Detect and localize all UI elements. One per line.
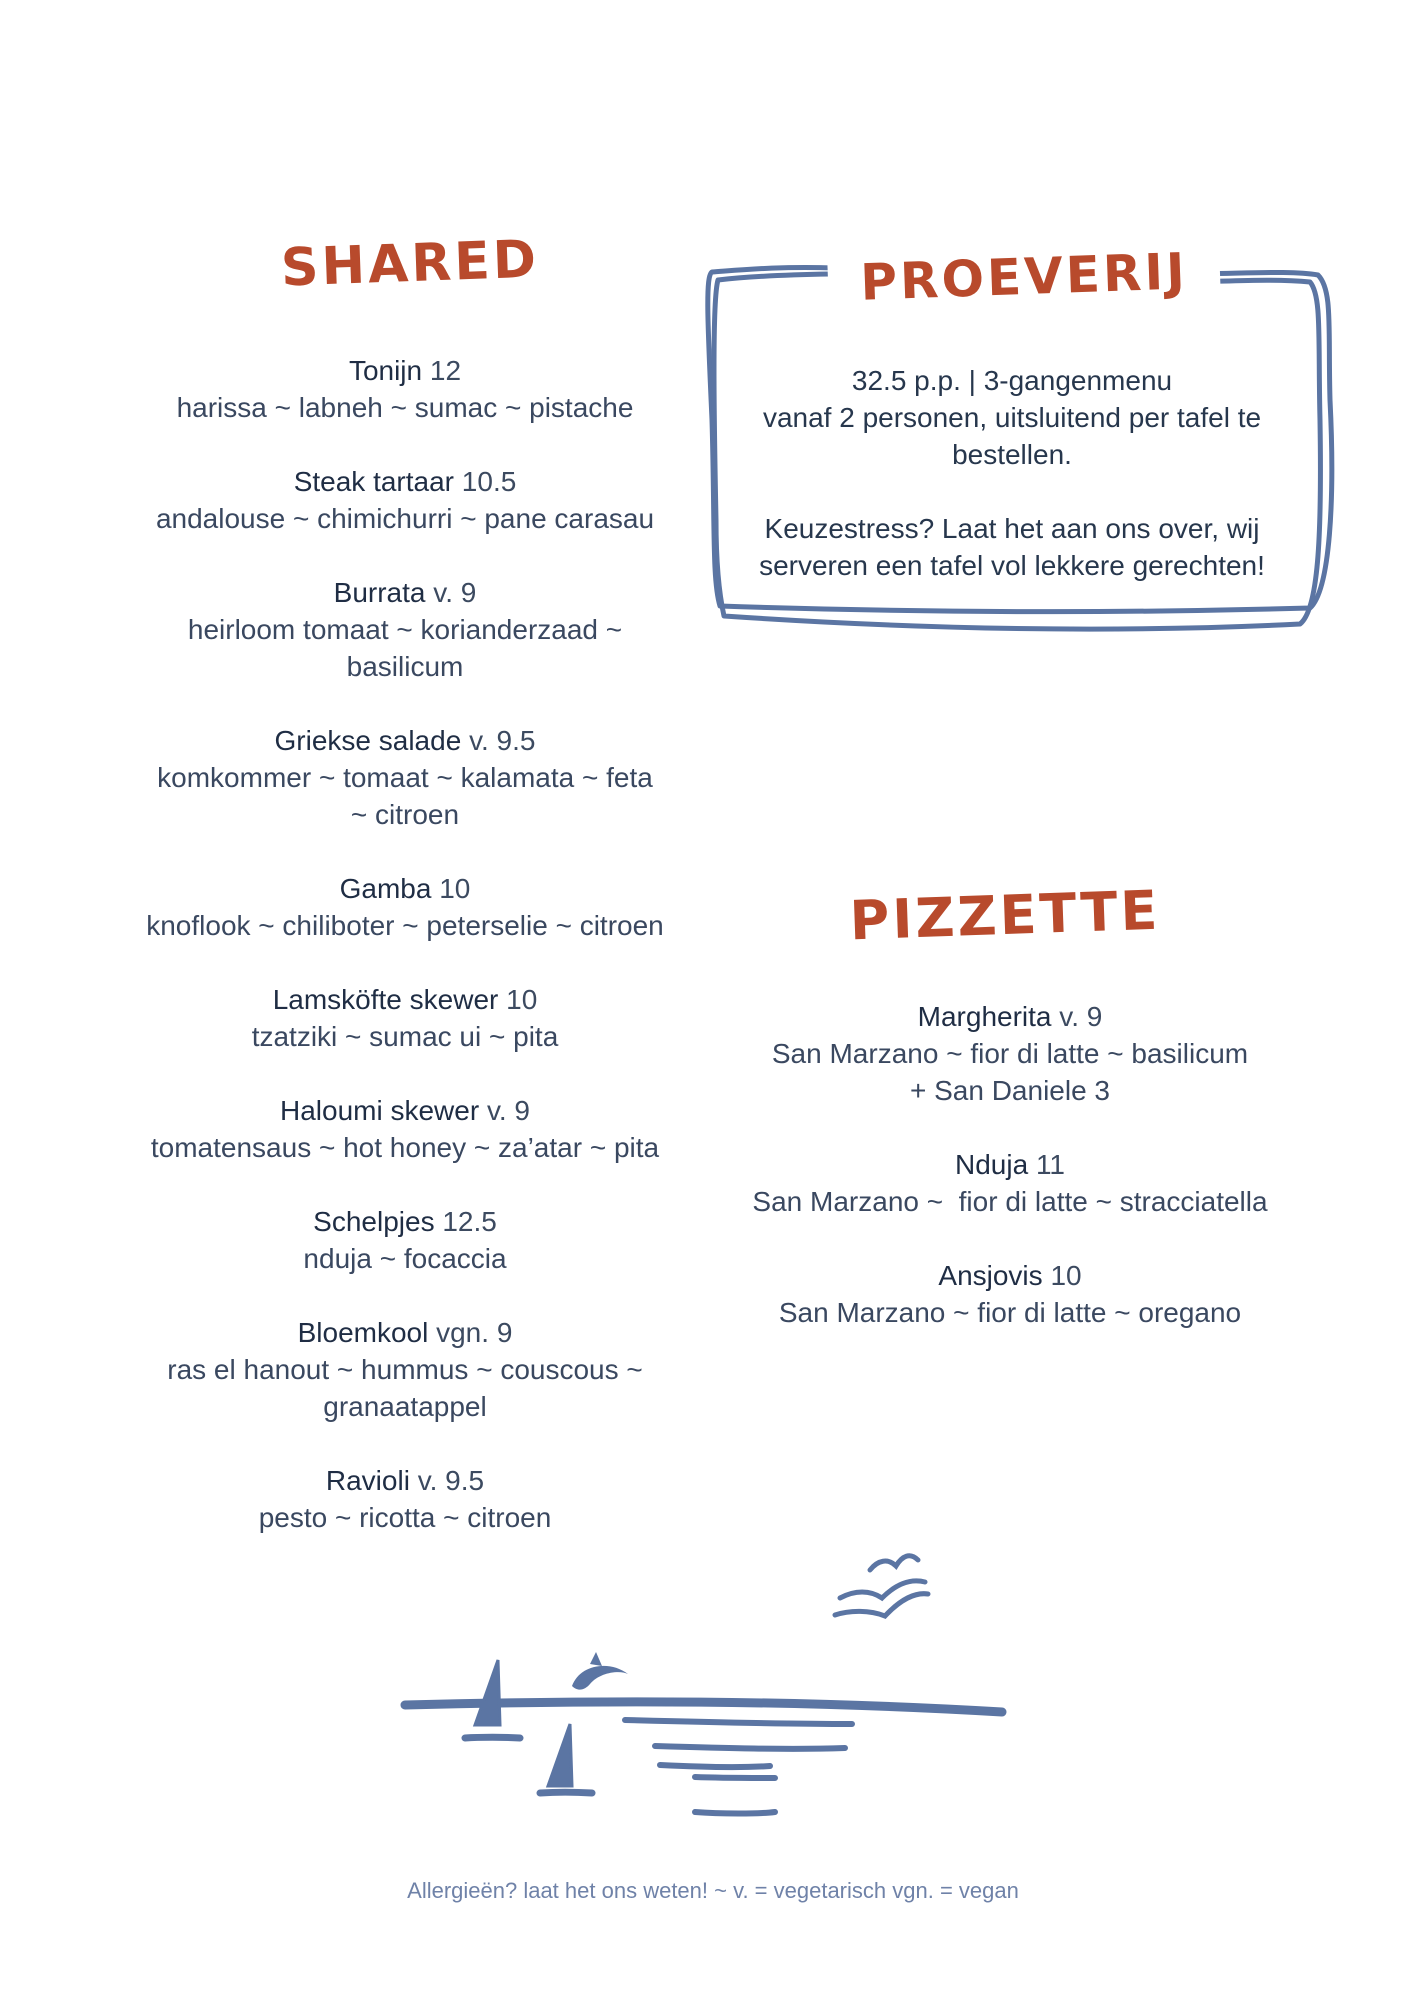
dish-description: San Marzano ~ fior di latte ~ oregano: [778, 1297, 1242, 1328]
dish-name: Haloumi skewer: [279, 1095, 480, 1126]
proeverij-info: [727, 362, 1297, 584]
dish-name: Ravioli: [325, 1465, 410, 1496]
dish-description: nduja ~ focaccia: [303, 1243, 507, 1274]
dish-item: [115, 1462, 695, 1536]
dish-price: v. 9: [486, 1095, 530, 1126]
dish-name: Tonijn: [348, 355, 423, 386]
dish-item: [115, 870, 695, 944]
dish-description: San Marzano ~ fior di latte ~ basilicum: [771, 1038, 1249, 1069]
dish-item: [720, 998, 1300, 1109]
dolphin: [572, 1652, 628, 1690]
dish-description: tzatziki ~ sumac ui ~ pita: [251, 1021, 559, 1052]
dish-description: komkommer ~ tomaat ~ kalamata ~ feta ~ citroen: [157, 762, 653, 830]
dish-name: Ansjovis: [938, 1260, 1043, 1291]
dish-price: 10: [1050, 1260, 1082, 1291]
dish-item: [115, 1203, 695, 1277]
shared-heading: SHARED: [280, 229, 540, 299]
pizzette-menu: [720, 998, 1300, 1368]
dish-item: [115, 722, 695, 833]
proeverij-heading: PROEVERIJ: [827, 241, 1221, 313]
dish-item: [115, 463, 695, 537]
dish-price: v. 9.5: [469, 725, 536, 756]
dish-description: pesto ~ ricotta ~ citroen: [258, 1502, 552, 1533]
dish-name: Schelpjes: [313, 1206, 435, 1237]
shared-menu: [115, 352, 695, 1573]
dish-price: 12.5: [442, 1206, 497, 1237]
dish-name: Griekse salade: [274, 725, 462, 756]
seagulls: [835, 1556, 928, 1616]
dish-name: Lamsköfte skewer: [272, 984, 499, 1015]
dish-price: 10: [439, 873, 471, 904]
dish-price: 10: [506, 984, 538, 1015]
dish-name: Steak tartaar: [293, 466, 455, 497]
dish-price: vgn. 9: [436, 1317, 513, 1348]
dish-price: 11: [1035, 1149, 1066, 1180]
proeverij-choice-line: Keuzestress? Laat het aan ons over, wij serveren een tafel vol lekkere gerechten!: [759, 513, 1265, 581]
dish-name: Margherita: [917, 1001, 1052, 1032]
dish-description: San Marzano ~ fior di latte ~ stracciatella: [752, 1186, 1268, 1217]
dish-name: Burrata: [333, 577, 426, 608]
dish-item: [720, 1257, 1300, 1331]
dish-description: andalouse ~ chimichurri ~ pane carasau: [155, 503, 655, 534]
dish-name: Nduja: [954, 1149, 1029, 1180]
pizzette-heading: PIZZETTE: [848, 878, 1162, 953]
dish-item: [115, 574, 695, 685]
sailboat-1: [475, 1660, 500, 1725]
proeverij-order-line: vanaf 2 personen, uitsluitend per tafel te bestellen.: [762, 402, 1262, 470]
dish-price: 12: [429, 355, 462, 386]
dish-price: v. 9: [1059, 1001, 1103, 1032]
dish-item: [115, 352, 695, 426]
sailboat-2: [548, 1724, 572, 1786]
dish-description: harissa ~ labneh ~ sumac ~ pistache: [176, 392, 634, 423]
dish-item: [115, 981, 695, 1055]
dish-description: ras el hanout ~ hummus ~ couscous ~ granaatappel: [167, 1354, 643, 1422]
dish-price: v. 9: [433, 577, 477, 608]
dish-item: [720, 1146, 1300, 1220]
dish-description: heirloom tomaat ~ korianderzaad ~ basilicum: [187, 614, 623, 682]
dish-item: [115, 1314, 695, 1425]
proeverij-price-line: 32.5 p.p. | 3-gangenmenu: [851, 365, 1173, 396]
dish-description: tomatensaus ~ hot honey ~ za’atar ~ pita: [150, 1132, 660, 1163]
dish-name: Gamba: [339, 873, 432, 904]
dish-item: [115, 1092, 695, 1166]
dish-name: Bloemkool: [297, 1317, 429, 1348]
dish-price: v. 9.5: [417, 1465, 485, 1496]
dish-description: knoflook ~ chiliboter ~ peterselie ~ citroen: [146, 910, 664, 941]
dish-extra: + San Daniele 3: [909, 1075, 1111, 1106]
dish-price: 10.5: [461, 466, 517, 497]
allergy-footer: Allergieën? laat het ons weten! ~ v. = vegetarisch vgn. = vegan: [407, 1878, 1019, 1903]
